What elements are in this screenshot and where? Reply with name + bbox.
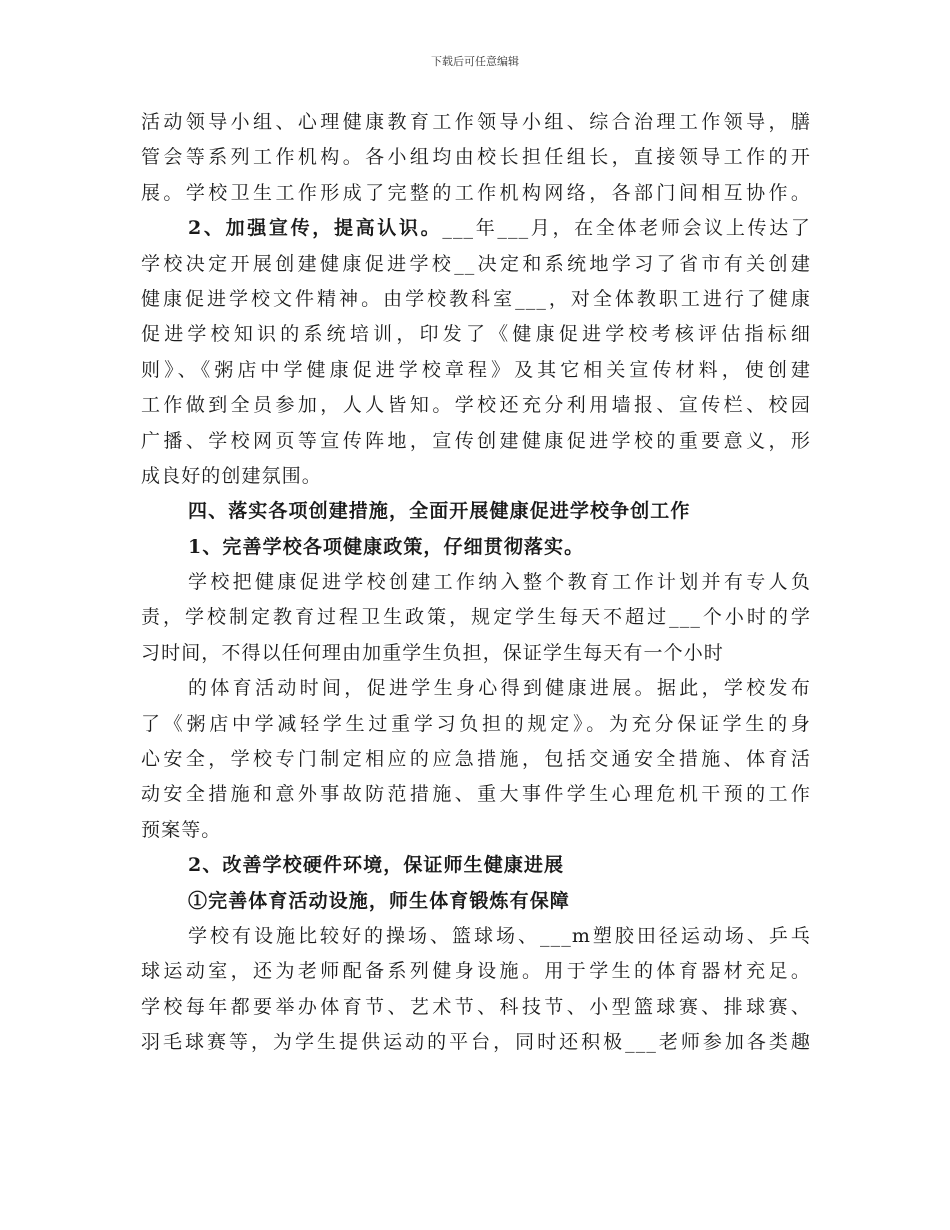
body-line: 了《粥店中学减轻学生过重学习负担的规定》。为充分保证学生的身 bbox=[141, 712, 811, 735]
page-header: 下载后可任意编辑 bbox=[431, 55, 519, 68]
body-line: 责，学校制定教育过程卫生政策，规定学生每天不超过___个小时的学 bbox=[141, 606, 811, 629]
body-line: 球运动室，还为老师配备系列健身设施。用于学生的体育器材充足。 bbox=[141, 960, 811, 983]
body-line: 学校有设施比较好的操场、篮球场、___m塑胶田径运动场、乒乓 bbox=[188, 924, 811, 947]
body-line: 健康促进学校文件精神。由学校教科室___，对全体教职工进行了健康 bbox=[141, 287, 811, 310]
body-line: 预案等。 bbox=[141, 818, 222, 841]
body-line: 促进学校知识的系统培训，印发了《健康促进学校考核评估指标细 bbox=[141, 323, 811, 346]
body-line: 则》、《粥店中学健康促进学校章程》及其它相关宣传材料，使创建 bbox=[141, 358, 811, 381]
subheading-line bbox=[141, 211, 811, 246]
body-line: 习时间，不得以任何理由加重学生负担，保证学生每天有一个小时 bbox=[141, 641, 724, 664]
subheading-rest: ___年___月，在全体老师会议上传达了 bbox=[442, 217, 811, 240]
body-line: 工作做到全员参加，人人皆知。学校还充分利用墙报、宣传栏、校园 bbox=[141, 394, 811, 417]
subheading: 1、完善学校各项健康政策，仔细贯彻落实。 bbox=[188, 535, 585, 558]
body-line: 成良好的创建氛围。 bbox=[141, 464, 322, 487]
body-line: 活动领导小组、心理健康教育工作领导小组、综合治理工作领导，膳 bbox=[141, 111, 811, 133]
body-line: 动安全措施和意外事故防范措施、重大事件学生心理危机干预的工作 bbox=[141, 783, 811, 806]
body-line: 心安全，学校专门制定相应的应急措施，包括交通安全措施、体育活 bbox=[141, 748, 811, 771]
body-line: 展。学校卫生工作形成了完整的工作机构网络，各部门间相互协作。 bbox=[141, 181, 811, 204]
subheading: ①完善体育活动设施，师生体育锻炼有保障 bbox=[188, 889, 570, 912]
body-line: 学校每年都要举办体育节、艺术节、科技节、小型篮球赛、排球赛、 bbox=[141, 995, 811, 1018]
document-body bbox=[141, 105, 811, 1061]
body-line: 学校把健康促进学校创建工作纳入整个教育工作计划并有专人负 bbox=[188, 571, 811, 594]
body-line: 羽毛球赛等，为学生提供运动的平台，同时还积极___老师参加各类趣 bbox=[141, 1031, 811, 1054]
body-line: 广播、学校网页等宣传阵地，宣传创建健康促进学校的重要意义，形 bbox=[141, 429, 811, 452]
body-line: 管会等系列工作机构。各小组均由校长担任组长，直接领导工作的开 bbox=[141, 146, 811, 169]
body-line: 学校决定开展创建健康促进学校__决定和系统地学习了省市有关创建 bbox=[141, 252, 811, 275]
body-line: 的体育活动时间，促进学生身心得到健康进展。据此，学校发布 bbox=[188, 677, 811, 700]
section-heading: 四、落实各项创建措施，全面开展健康促进学校争创工作 bbox=[188, 500, 691, 523]
subheading: 2、改善学校硬件环境，保证师生健康进展 bbox=[188, 854, 565, 877]
subheading-bold: 2、加强宣传，提高认识。 bbox=[188, 217, 443, 240]
